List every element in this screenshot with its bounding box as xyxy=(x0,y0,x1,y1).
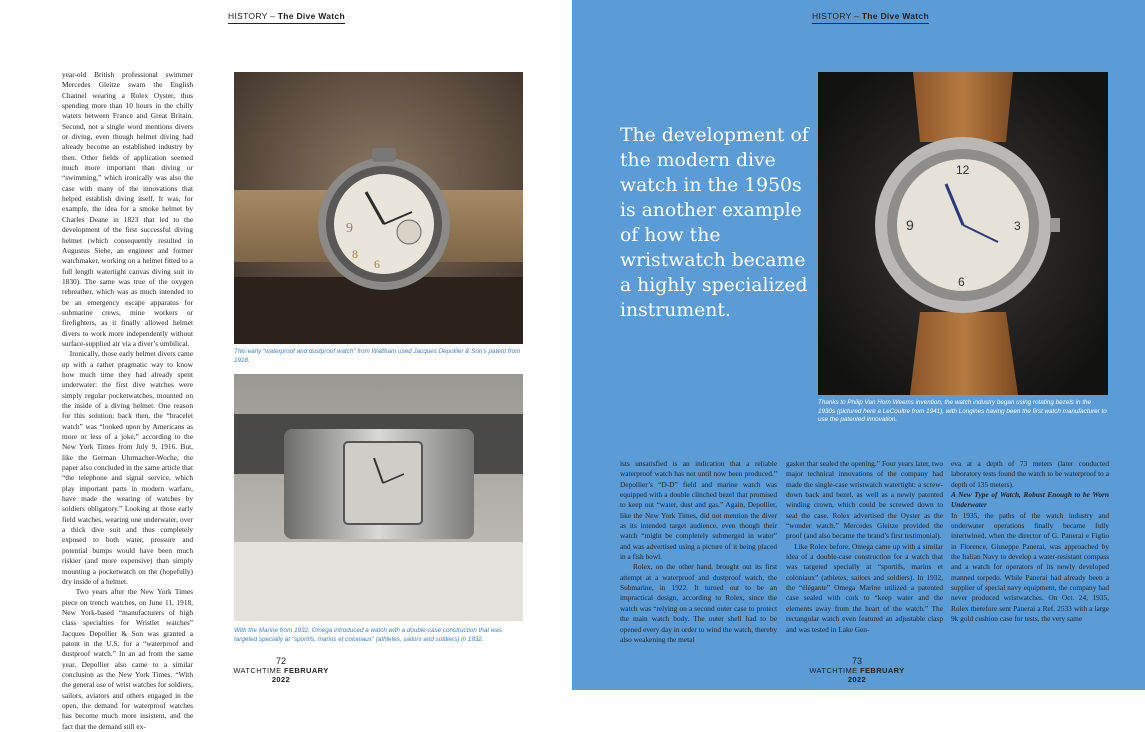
svg-text:8: 8 xyxy=(352,247,358,261)
left-column-text: year-old British professional swimmer Mercedes Gleitze swam the English Channel wearing a Rolex Oyster, thus spending more than 10 hours in the chilly waters between France and Great Britain. Second, not a single word mentions divers or diving, even though helmet diving had already become an established industry by then. Other fields of application seemed much more important than diving or “swimming,” which ironically was also the case with many of the innovations that helped establish diving itself. It was, for example, the idea for a smoke helmet by Charles Deane in 1823 that led to the development of the first successful diving helmet (which consequently resulted in Augustus Siebe, an engineer and former watchmaker, working on a helmet fitted to a full length watertight canvas diving suit in 1830). The same was true of the oxygen rebreather, which was as much intended to be an emergency escape apparatus for submarine crews, mine workers or firefighters, as it finally allowed helmet divers to work more independently without surface-supplied air via a diver’s umbilical. Ironically, those early helmet divers came up with a rather pragmatic way to know how much time they had already spent underwater: the first dive watches were simply regular pocketwatches, mounted on the inside of a diving helmet. One reason for this solution: back then, the “bracelet watch” was “looked upon by Americans as more or less of a joke,” according to the New York Times from July 9, 1916. But, like the German Uhrmacher-Woche, the paper also concluded in the same article that “the telephone and signal service, which play important parts in modern warfare, have made the wearing of watches by soldiers obligatory.” Looking at those early field watches, wearing one underwater, over a thick dive suit and thus completely exposed to both water, pressure and potential bumps would have been much riskier (and more expensive) than simply mounting a pocketwatch on the (hopefully) dry inside of a helmet. Two years after the New York Times piece on trench watches, on June 11, 1918, New York-based “manufacturers of high class specialties for Wristlet watches” Jacques Depollier & Son was granted a patent in the U.S. for a “waterproof and dustproof watch.” In an ad from the same year, Depollier also came to a similar conclusion as the New York Times. “With the general use of wrist watches for soldiers, sailors, aviators and others engaged in the open, the demand for waterproof watches has become much more insistent, and the fact that the demand still ex- xyxy=(62,70,194,731)
waltham-photo-caption: This early “waterproof and dustproof watch” from Waltham used Jacques Depollier & Son’s patent from 1918. xyxy=(234,348,521,364)
header-section: HISTORY xyxy=(228,11,268,21)
svg-text:6: 6 xyxy=(958,275,965,289)
lecoultre-watch-photo xyxy=(818,72,1108,395)
page-number: 72 xyxy=(275,656,286,666)
header-topic: The Dive Watch xyxy=(861,11,929,21)
svg-text:3: 3 xyxy=(1014,219,1021,233)
right-column-2-text: gasket that sealed the opening.” Four years later, two major technical innovations of the company had made the single-case wristwatch watertight: a screw-down back and bezel, as well as a newly patented winding crown, which could be screwed down to seal the case. Rolex advertised the Oyster as the “wonder watch.” Mercedes Gleitze provided the proof (and also became the brand’s first testimonial). Like Rolex before, Omega came up with a similar idea of a double-case construction for a watch that was targeted specially at “sportifs, marins et coloniaux” (athletes, sailors and soldiers). In 1932, the “élégante” Omega Marine utilized a patented case sealed with cork to “keep water and the elements away from the heart of the watch.” The rectangular watch even featured an adjustable clasp and was tested in Lake Gen- xyxy=(786,459,943,634)
magazine-name: WATCHTIME xyxy=(233,666,282,675)
section-subheading: A New Type of Watch, Robust Enough to be Worn Underwater xyxy=(951,490,1111,510)
omega-marine-photo xyxy=(234,374,523,621)
pull-quote: The development of the modern dive watch in the 1950s is another example of how the wristwatch became a highly specialized instrument. xyxy=(620,125,809,321)
right-page-folio xyxy=(802,656,912,684)
right-column-3-text xyxy=(951,459,1109,645)
header-section: HISTORY xyxy=(812,11,852,21)
svg-text:6: 6 xyxy=(374,257,380,271)
svg-text:9: 9 xyxy=(346,221,353,236)
page-number: 73 xyxy=(851,656,862,666)
column-3-intro: eva at a depth of 73 meters (later conducted laboratory tests found the watch to be waterproof to a depth of 135 meters). xyxy=(951,459,1111,489)
magazine-issue: FEBRUARY 2022 xyxy=(847,666,905,684)
left-page xyxy=(0,0,572,731)
magazine-issue: FEBRUARY 2022 xyxy=(271,666,329,684)
svg-text:9: 9 xyxy=(906,217,914,233)
column-3-body: In 1935, the paths of the watch industry and underwater operations finally became fully intertwined, when the director of G. Panerai e Figlio in Florence, Giuseppe Panerai, was approached by the Italian Navy to develop a water-resistant compass and a watch for operators of its newly developed manned torpedo. While Panerai had already been a supplier of special navy equipment, the company had never produced wristwatches. On Oct. 24, 1935, Rolex therefore sent Panerai a Ref. 2533 with a large 9k gold cushion case for tests, the very same xyxy=(951,510,1111,624)
header-separator: – xyxy=(851,11,862,21)
right-page xyxy=(572,0,1145,690)
right-column-1-text: ists unsatisfied is an indication that a reliable waterproof watch has not until now been produced.” Depollier’s “D-D” field and marine watch was equipped with a double clinched bezel that promised to keep out “water, dust and gas.” Again, Depollier, like the New York Times, did not mention the diver as its intended target audience, even though their watch “might be completely submerged in water” and was advertised using a picture of it being placed in a fish bowl. Rolex, on the other hand, brought out its first attempt at a waterproof and dustproof watch, the Submarine, in 1922. It turned out to be an impractical design, according to Rolex, since the watch was “relying on a second outer case to protect the main watch body. The outer shell had to be opened every day in order to wind the watch, thereby also weakening the metal xyxy=(620,459,777,644)
left-page-folio xyxy=(226,656,336,684)
magazine-name: WATCHTIME xyxy=(809,666,858,675)
page-header-left xyxy=(228,11,345,24)
omega-photo-caption: With the Marine from 1932, Omega introduced a watch with a double-case construction that was targeted specially at “sportifs, marins et coloniaux” (athletes, sailors and soldiers) in 1932. xyxy=(234,627,503,643)
waltham-watch-photo xyxy=(234,72,523,344)
page-header-right xyxy=(812,11,929,24)
header-separator: – xyxy=(267,11,278,21)
header-topic: The Dive Watch xyxy=(277,11,345,21)
lecoultre-photo-caption: Thanks to Philip Van Horn Weems invention, the watch industry began using rotating bezels in the 1930s (pictured here a LeCoultre from 1941), with Longines having been the first watch manufacturer to use the patented innovation. xyxy=(818,399,1107,423)
svg-text:12: 12 xyxy=(956,163,970,177)
